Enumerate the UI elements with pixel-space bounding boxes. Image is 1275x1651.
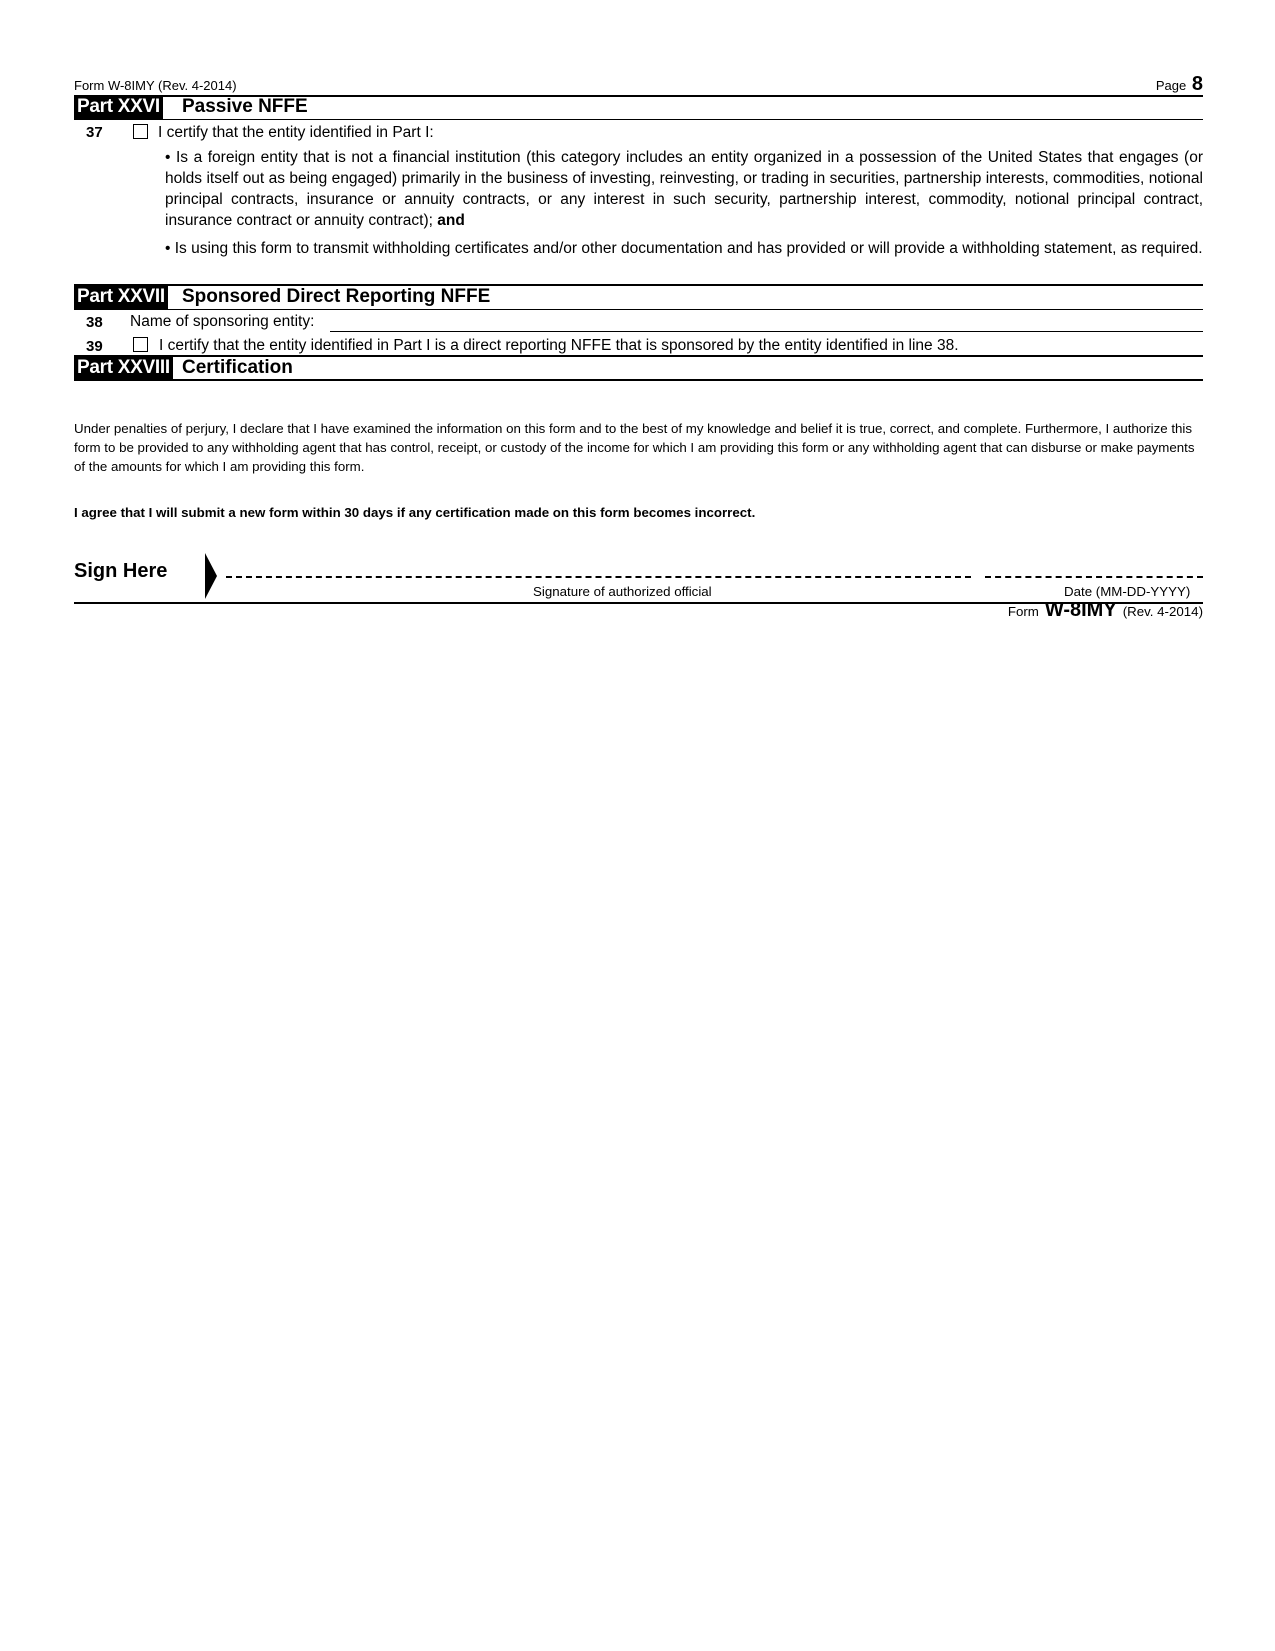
line-37-bullet-1 [165, 147, 1203, 231]
part-title: Passive NFFE [182, 96, 308, 117]
line-39-text: I certify that the entity identified in Part I is a direct reporting NFFE that is sponsored by the entity identified in line 38. [159, 337, 959, 354]
line-number-37: 37 [86, 124, 103, 141]
agreement-statement: I agree that I will submit a new form within 30 days if any certification made on this form becomes incorrect. [74, 505, 756, 520]
divider [74, 309, 1203, 310]
perjury-statement: Under penalties of perjury, I declare that I have examined the information on this form and to the best of my knowledge and belief it is true, correct, and complete. Furthermore, I authorize this form to be provided to any withholding agent that has control, receipt, or custody of the income for which I am providing this form or any withholding agent that can disburse or make payments of the amounts for which I am providing this form. [74, 421, 1195, 474]
page-label: Page [1155, 78, 1187, 93]
line-38-label: Name of sponsoring entity: [130, 313, 315, 330]
sign-arrow-icon [205, 553, 217, 599]
part-tag: Part XXVIII [74, 356, 173, 380]
bullet-1-and: and [437, 212, 465, 229]
bullet-1-text: • Is a foreign entity that is not a financial institution (this category includes an entity organized in a possession of the United States that engages (or holds itself out as being engaged) primarily in the business of investing, reinvesting, or trading in securities, partnership interests, commodities, notional principal contracts, insurance or annuity contracts, or any interest in such security, partnership interest, commodity, notional principal contract, insurance contract or annuity contract); [165, 149, 1203, 229]
line-39-checkbox[interactable] [133, 337, 148, 352]
line-37-checkbox[interactable] [133, 124, 148, 139]
date-caption: Date (MM-DD-YYYY) [1064, 584, 1191, 599]
page-header [74, 73, 1203, 96]
divider [74, 119, 1203, 120]
line-number-38: 38 [86, 314, 103, 331]
page-number: 8 [1191, 73, 1203, 95]
line-37-text: I certify that the entity identified in Part I: [158, 124, 434, 141]
sign-here-label: Sign Here [74, 560, 168, 582]
part-title: Sponsored Direct Reporting NFFE [182, 286, 491, 307]
part-xxvi-header [74, 95, 1203, 119]
divider [74, 379, 1203, 381]
line-37-bullet-2: • Is using this form to transmit withholding certificates and/or other documentation and has provided or will provide a withholding statement, as required. [165, 240, 1203, 257]
line-number-39: 39 [86, 338, 103, 355]
footer-form-word: Form [1007, 604, 1039, 619]
sponsoring-entity-name-field[interactable] [330, 313, 1203, 332]
page-footer [1008, 599, 1203, 622]
footer-form-name: W-8IMY [1044, 599, 1117, 621]
signature-caption: Signature of authorized official [533, 584, 712, 599]
form-revision: Form W-8IMY (Rev. 4-2014) [74, 78, 237, 93]
part-xxvii-header [74, 285, 1203, 309]
part-xxviii-header [74, 356, 1203, 380]
part-tag: Part XXVI [74, 95, 163, 119]
page-indicator [1156, 73, 1203, 96]
part-title: Certification [182, 357, 293, 378]
part-tag: Part XXVII [74, 285, 168, 309]
footer-revision: (Rev. 4-2014) [1122, 604, 1203, 619]
date-line[interactable] [985, 576, 1203, 578]
signature-line[interactable] [226, 576, 971, 578]
